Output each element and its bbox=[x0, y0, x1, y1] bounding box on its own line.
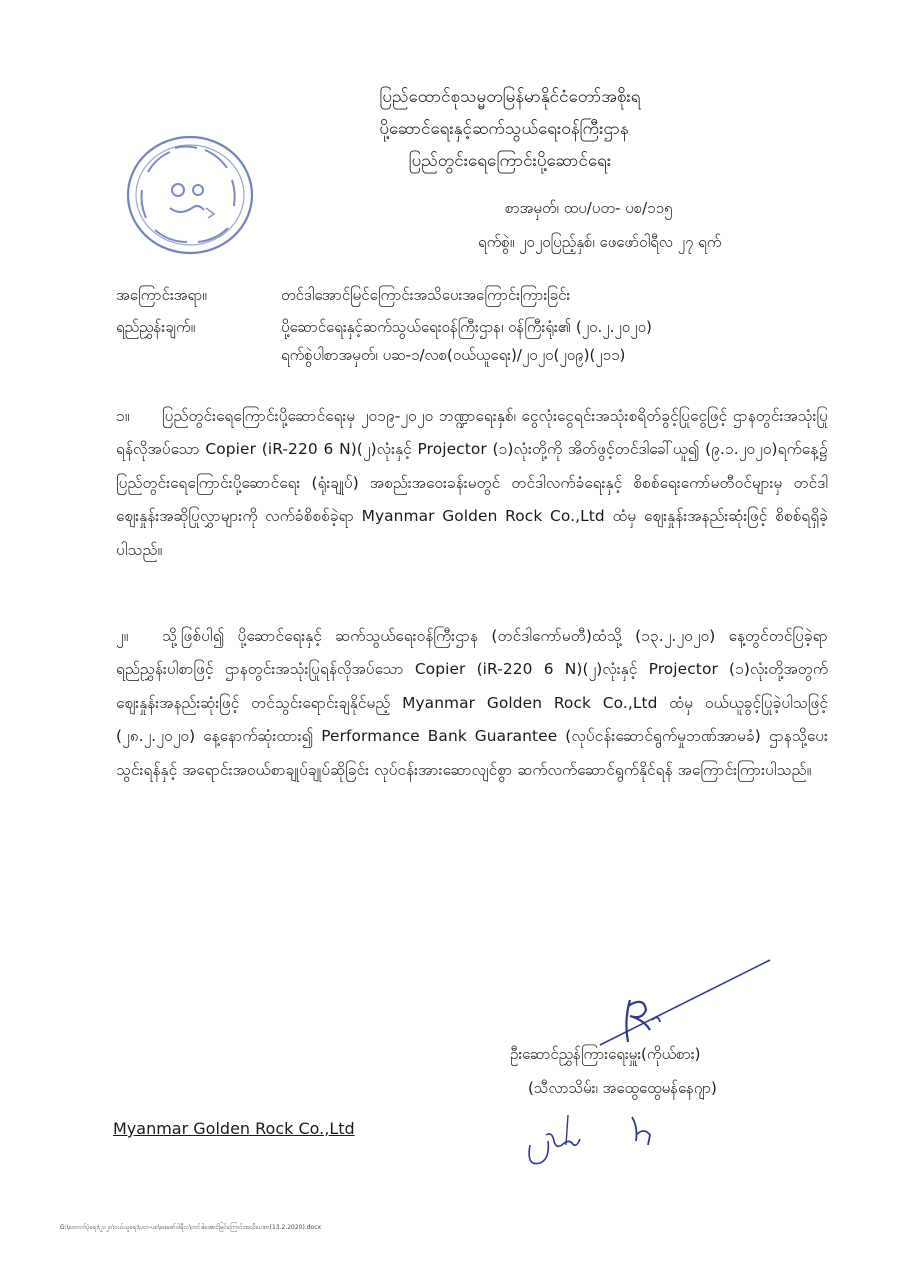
paragraph-number: ၁။ bbox=[116, 407, 130, 425]
reference-label: ရည်ညွှန်းချက်။ bbox=[116, 318, 196, 336]
handwritten-initials bbox=[520, 1105, 720, 1175]
paragraph-number: ၂။ bbox=[116, 627, 129, 645]
signatory-name: (သီလာသိမ်း၊ အထွေထွေမန်နေဂျာ) bbox=[528, 1079, 717, 1097]
header-department-name: ပြည်တွင်းရေကြောင်းပို့ဆောင်ရေး bbox=[408, 151, 612, 171]
subject-text: တင်ဒါအောင်မြင်ကြောင်းအသိပေးအကြောင်းကြားခြင်း bbox=[281, 286, 571, 304]
signatory-title: ဦးဆောင်ညွှန်ကြားရေးမှူး(ကိုယ်စား) bbox=[510, 1045, 701, 1063]
file-path-footer: G:\ထောက်ပံ့ရေး\၂၀၂၀\ဝယ်ယူရေး\ပတ-ပစ\ဖေဖော်ဝါရီလ\တင်ဒါအောင်မြင်ကြောင်းအသိပေးစာ(13.2.2020).docx bbox=[60, 1224, 322, 1231]
reference-line-1: ပို့ဆောင်ရေးနှင့်ဆက်သွယ်ရေးဝန်ကြီးဌာန၊ ဝန်ကြီးရုံး၏ (၂၀.၂.၂၀၂၀) bbox=[281, 318, 652, 336]
letter-date: ရက်စွဲ။ ၂၀၂၀ပြည့်နှစ်၊ ဖေဖော်ဝါရီလ ၂၇ ရက် bbox=[478, 233, 722, 251]
subject-label: အကြောင်းအရာ။ bbox=[116, 286, 207, 304]
body-paragraph-1 bbox=[116, 400, 828, 567]
reference-number: စာအမှတ်၊ ထပ/ပတ- ပစ/၁၁၅ bbox=[505, 199, 673, 217]
header-government-name: ပြည်ထောင်စုသမ္မတမြန်မာနိုင်ငံတော်အစိုးရ bbox=[379, 87, 641, 107]
addressee-company: Myanmar Golden Rock Co.,Ltd bbox=[113, 1119, 355, 1138]
reference-line-2: ရက်စွဲပါစာအမှတ်၊ ပဆ-၁/လစ(ဝယ်ယူရေး)/၂၀၂၀(၂၀၉)(၂၁၁) bbox=[281, 346, 626, 364]
body-paragraph-2 bbox=[116, 620, 828, 787]
header-ministry-name: ပို့ဆောင်ရေးနှင့်ဆက်သွယ်ရေးဝန်ကြီးဌာန bbox=[379, 119, 629, 139]
paragraph-text: သို့ဖြစ်ပါ၍ ပို့ဆောင်ရေးနှင့် ဆက်သွယ်ရေးဝန်ကြီးဌာန (တင်ဒါကော်မတီ)ထံသို့ (၁၃.၂.၂၀၂၀) နေ့တွင်တင်ပြခဲ့ရာရည်ညွှန်းပါစာဖြင့် ဌာနတွင်းအသုံးပြုရန်လိုအပ်သော Copier (iR-220 6 N)(၂)လုံးနှင့် Projector (၁)လုံးတို့အတွက် ဈေးနှုန်းအနည်းဆုံးဖြင့် တင်သွင်းရောင်းချနိုင်မည့် Myanmar Golden Rock Co.,Ltd ထံမှ ဝယ်ယူခွင့်ပြုခဲ့ပါသဖြင့် (၂၈.၂.၂၀၂၀) နေ့နောက်ဆုံးထား၍ Performance Bank Guarantee (လုပ်ငန်းဆောင်ရွက်မှုဘဏ်အာမခံ) ဌာနသို့ပေးသွင်းရန်နှင့် အရောင်းအဝယ်စာချုပ်ချုပ်ဆိုခြင်း လုပ်ငန်းအားဆောလျင်စွာ ဆက်လက်ဆောင်ရွက်နိုင်ရန် အကြောင်းကြားပါသည်။ bbox=[116, 627, 828, 779]
paragraph-text: ပြည်တွင်းရေကြောင်းပို့ဆောင်ရေးမှ ၂၀၁၉-၂၀၂၀ ဘဏ္ဍာရေးနှစ်၊ ငွေလုံးငွေရင်းအသုံးစရိတ်ခွင့်ပြုငွေဖြင့် ဌာနတွင်းအသုံးပြုရန်လိုအပ်သော Copier (iR-220 6 N)(၂)လုံးနှင့် Projector (၁)လုံးတို့ကို အိတ်ဖွင့်တင်ဒါခေါ်ယူ၍ (၉.၁.၂၀၂၀)ရက်နေ့၌ ပြည်တွင်းရေကြောင်းပို့ဆောင်ရေး (ရုံးချုပ်) အစည်းအဝေးခန်းမတွင် တင်ဒါလက်ခံရေးနှင့် စိစစ်ရေးကော်မတီဝင်များမှ တင်ဒါဈေးနှုန်းအဆိုပြုလွှာများကို လက်ခံစိစစ်ခဲ့ရာ Myanmar Golden Rock Co.,Ltd ထံမှ ဈေးနှုန်းအနည်းဆုံးဖြင့် စိစစ်ရရှိခဲ့ပါသည်။ bbox=[116, 407, 828, 559]
